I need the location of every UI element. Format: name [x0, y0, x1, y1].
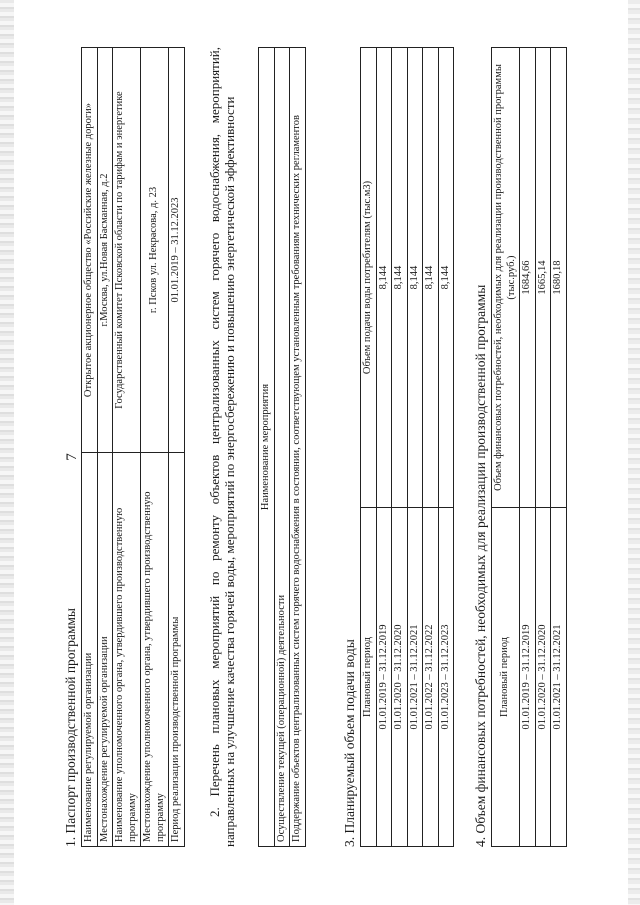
table-row — [423, 48, 439, 847]
section1-title: 1. Паспорт производственной программы — [63, 608, 78, 847]
table-row — [361, 48, 377, 847]
passport-table — [81, 47, 185, 847]
passport-value: г.Москва, ул.Новая Басманная, д.2 — [97, 48, 113, 453]
table-row — [259, 48, 275, 847]
finance-cell: 1684,66 — [520, 48, 536, 508]
section2-title — [207, 47, 237, 847]
rotated-page — [55, 37, 585, 867]
table-row — [438, 48, 454, 847]
table-row — [492, 48, 520, 847]
column-header-volume: Объем подачи воды потребителям (тыс.м3) — [361, 48, 377, 508]
period-cell: 01.01.2019 – 31.12.2019 — [376, 508, 392, 847]
passport-label: Местонахождение уполномоченного органа, утвердившего производственную программу — [141, 453, 169, 847]
scan-edge-left — [0, 0, 14, 905]
passport-value: 01.01.2019 – 31.12.2023 — [169, 48, 185, 453]
period-cell: 01.01.2020 – 31.12.2020 — [535, 508, 551, 847]
period-cell: 01.01.2021 – 31.12.2021 — [551, 508, 567, 847]
volume-cell: 8,144 — [423, 48, 439, 508]
table-row — [274, 48, 290, 847]
measures-table — [258, 47, 306, 847]
table-row — [535, 48, 551, 847]
measure-item: Осуществление текущей (операционной) деятельности — [274, 48, 290, 847]
table-row — [97, 48, 113, 847]
passport-value: Государственный комитет Псковской области по тарифам и энергетике — [113, 48, 141, 453]
table-row — [376, 48, 392, 847]
volume-cell: 8,144 — [407, 48, 423, 508]
passport-label: Период реализации производственной программы — [169, 453, 185, 847]
passport-value: Открытое акционерное общество «Российские железные дороги» — [82, 48, 98, 453]
passport-value: г. Псков ул. Некрасова, д. 23 — [141, 48, 169, 453]
period-cell: 01.01.2019 – 31.12.2019 — [520, 508, 536, 847]
scan-edge-right — [628, 0, 640, 905]
table-row — [113, 48, 141, 847]
column-header-finance: Объем финансовых потребностей, необходимых для реализации производственной программы (тыс.руб.) — [492, 48, 520, 508]
section3-title: 3. Планируемый объем подачи воды — [342, 639, 357, 847]
passport-label: Наименование уполномоченного органа, утвердившего производственную программу — [113, 453, 141, 847]
period-cell: 01.01.2023 – 31.12.2023 — [438, 508, 454, 847]
measures-header: Наименование мероприятия — [259, 48, 275, 847]
section2-title-text: 2. Перечень плановых мероприятий по ремонту объектов централизованных систем горячего водоснабжения, мероприятий, направленных на улучшение качества горячей воды, мероприятий по энергосбережению и повышению энергетической эффективности — [207, 47, 237, 847]
volume-cell: 8,144 — [376, 48, 392, 508]
period-cell: 01.01.2022 – 31.12.2022 — [423, 508, 439, 847]
passport-label: Наименование регулируемой организации — [82, 453, 98, 847]
table-row — [82, 48, 98, 847]
finance-cell: 1665,14 — [535, 48, 551, 508]
period-cell: 01.01.2021 – 31.12.2021 — [407, 508, 423, 847]
table-row — [290, 48, 306, 847]
volume-cell: 8,144 — [392, 48, 408, 508]
measure-item: Поддержание объектов централизованных систем горячего водоснабжения в состоянии, соответствующем установленным требованиям технических регламентов — [290, 48, 306, 847]
water-volume-table — [360, 47, 454, 847]
period-cell: 01.01.2020 – 31.12.2020 — [392, 508, 408, 847]
financial-table — [491, 47, 567, 847]
column-header-period: Плановый период — [492, 508, 520, 847]
table-row — [141, 48, 169, 847]
finance-cell: 1680,18 — [551, 48, 567, 508]
table-row — [392, 48, 408, 847]
page-number: 7 — [64, 453, 80, 461]
table-row — [407, 48, 423, 847]
section4-title: 4. Объем финансовых потребностей, необходимых для реализации производственной программы — [473, 284, 488, 847]
table-row — [520, 48, 536, 847]
column-header-period: Плановый период — [361, 508, 377, 847]
passport-label: Местонахождение регулируемой организации — [97, 453, 113, 847]
table-row — [551, 48, 567, 847]
table-row — [169, 48, 185, 847]
volume-cell: 8,144 — [438, 48, 454, 508]
